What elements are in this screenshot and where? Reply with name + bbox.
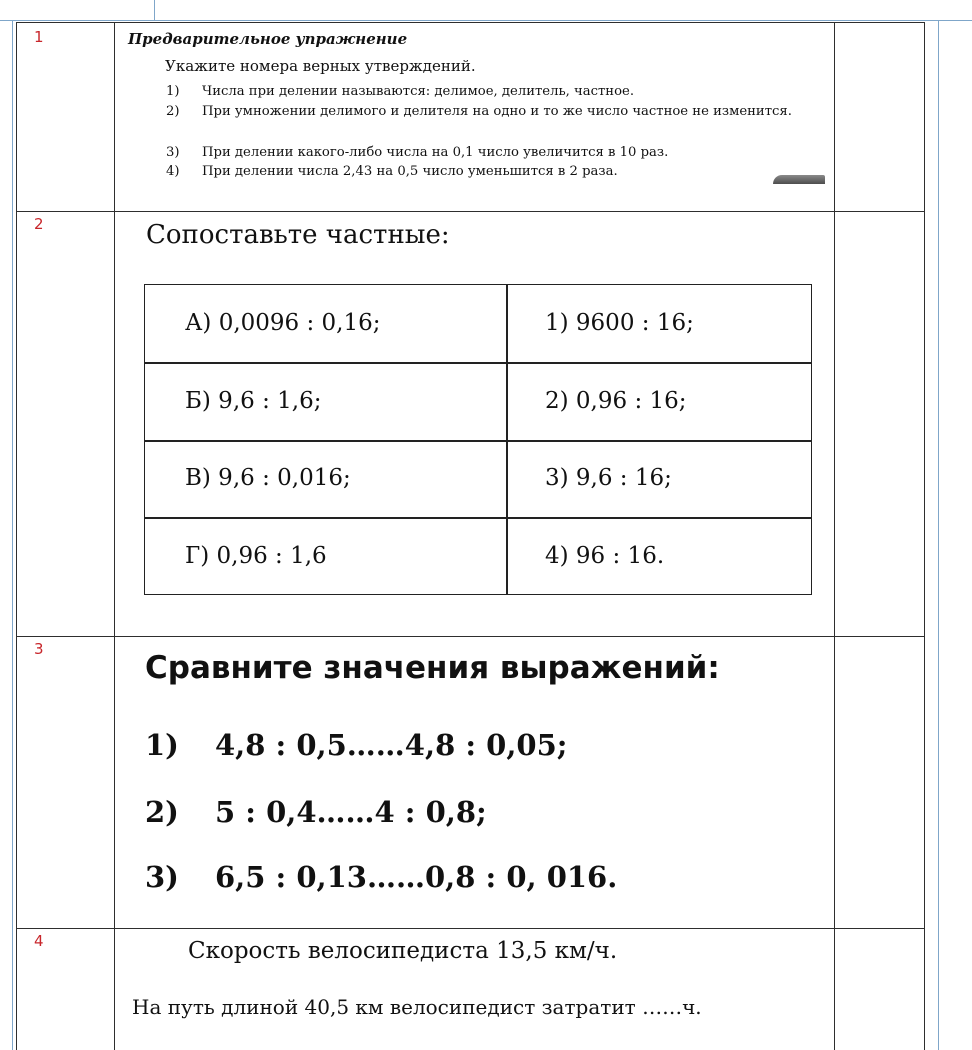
matching-left-cell: Б) 9,6 : 1,6; [185,388,322,414]
table-border [16,211,925,212]
table-border [16,22,925,23]
matching-divider [145,517,811,519]
task-number: 1 [34,28,44,46]
task-number: 2 [34,215,44,233]
comparison-expression: 4,8 : 0,5……4,8 : 0,05; [215,728,568,762]
exercise-title: Сопоставьте частные: [146,220,450,250]
matching-left-cell: В) 9,6 : 0,016; [185,465,351,491]
page-frame-line [12,20,13,1050]
page-frame-line [0,20,972,21]
matching-left-cell: Г) 0,96 : 1,6 [185,543,327,569]
task-number: 4 [34,932,44,950]
statement-number: 2) [166,104,180,119]
problem-statement: Скорость велосипедиста 13,5 км/ч. [188,938,618,964]
matching-table [144,284,812,595]
comparison-expression: 5 : 0,4……4 : 0,8; [215,795,487,829]
comparison-number: 1) [145,728,179,762]
matching-right-cell: 3) 9,6 : 16; [545,465,672,491]
scan-artifact-icon [773,175,825,184]
table-border [114,22,115,1050]
statement-number: 4) [166,164,180,179]
matching-right-cell: 4) 96 : 16. [545,543,665,569]
table-border [924,22,925,1050]
matching-divider [145,362,811,364]
page-frame-line [154,0,155,20]
table-border [16,22,17,1050]
statement-text: Числа при делении называются: делимое, делитель, частное. [202,84,635,99]
matching-right-cell: 2) 0,96 : 16; [545,388,687,414]
comparison-number: 3) [145,860,179,894]
comparison-expression: 6,5 : 0,13……0,8 : 0, 016. [215,860,618,894]
statement-text: При делении числа 2,43 на 0,5 число уменьшится в 2 раза. [202,164,618,179]
task-number: 3 [34,640,44,658]
problem-question: На путь длиной 40,5 км велосипедист затратит ……ч. [132,995,702,1019]
statement-number: 1) [166,84,180,99]
table-border [834,22,835,1050]
statement-text: При делении какого-либо числа на 0,1 число увеличится в 10 раз. [202,145,669,160]
matching-divider [145,440,811,442]
page-frame-line [938,20,939,1050]
matching-left-cell: А) 0,0096 : 0,16; [185,310,381,336]
exercise-title: Сравните значения выражений: [145,650,720,686]
exercise-title: Предварительное упражнение [128,30,408,48]
table-border [16,636,925,637]
table-border [16,928,925,929]
matching-right-cell: 1) 9600 : 16; [545,310,694,336]
comparison-number: 2) [145,795,179,829]
exercise-instruction: Укажите номера верных утверждений. [165,57,476,75]
statement-text: При умножении делимого и делителя на одно и то же число частное не изменится. [202,104,792,119]
statement-number: 3) [166,145,180,160]
